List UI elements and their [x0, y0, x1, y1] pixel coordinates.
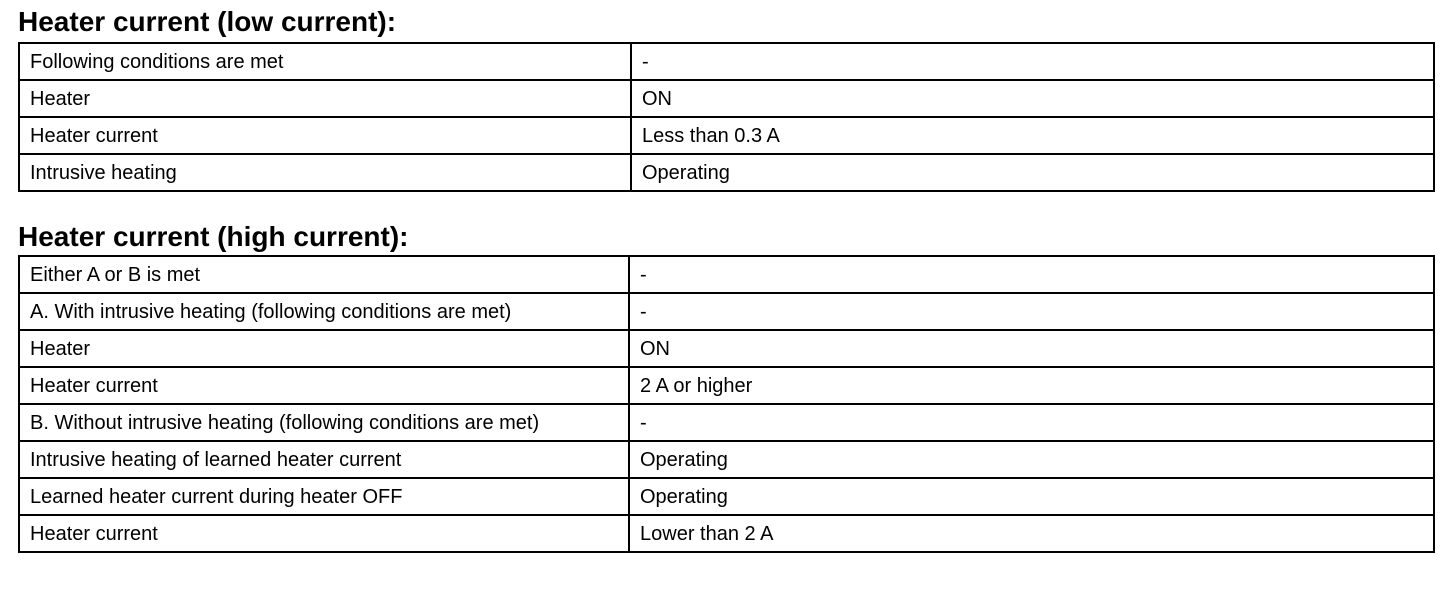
value-cell: ON	[629, 330, 1434, 367]
condition-cell: Heater current	[19, 117, 631, 154]
section-title-high-current: Heater current (high current):	[18, 221, 409, 252]
value-cell: Operating	[629, 441, 1434, 478]
table-row	[19, 117, 1434, 154]
value-cell: -	[629, 293, 1434, 330]
table-row	[19, 367, 1434, 404]
condition-cell: Intrusive heating	[19, 154, 631, 191]
high-current-conditions-table	[18, 255, 1435, 553]
condition-cell: B. Without intrusive heating (following conditions are met)	[19, 404, 629, 441]
table-row	[19, 80, 1434, 117]
table-row	[19, 330, 1434, 367]
condition-cell: Learned heater current during heater OFF	[19, 478, 629, 515]
value-cell: -	[629, 404, 1434, 441]
condition-cell: Heater	[19, 80, 631, 117]
low-current-conditions-table	[18, 42, 1435, 192]
value-cell: ON	[631, 80, 1434, 117]
section-title-low-current: Heater current (low current):	[18, 6, 397, 37]
condition-cell: A. With intrusive heating (following conditions are met)	[19, 293, 629, 330]
value-cell: Operating	[631, 154, 1434, 191]
value-cell: -	[631, 43, 1434, 80]
table-row	[19, 404, 1434, 441]
table-row	[19, 478, 1434, 515]
table-row	[19, 293, 1434, 330]
value-cell: Lower than 2 A	[629, 515, 1434, 552]
condition-cell: Following conditions are met	[19, 43, 631, 80]
value-cell: Less than 0.3 A	[631, 117, 1434, 154]
value-cell: Operating	[629, 478, 1434, 515]
condition-cell: Heater current	[19, 367, 629, 404]
value-cell: 2 A or higher	[629, 367, 1434, 404]
table-row	[19, 43, 1434, 80]
table-row	[19, 154, 1434, 191]
condition-cell: Heater	[19, 330, 629, 367]
value-cell: -	[629, 256, 1434, 293]
condition-cell: Heater current	[19, 515, 629, 552]
table-row	[19, 515, 1434, 552]
condition-cell: Either A or B is met	[19, 256, 629, 293]
table-row	[19, 441, 1434, 478]
condition-cell: Intrusive heating of learned heater current	[19, 441, 629, 478]
table-row	[19, 256, 1434, 293]
